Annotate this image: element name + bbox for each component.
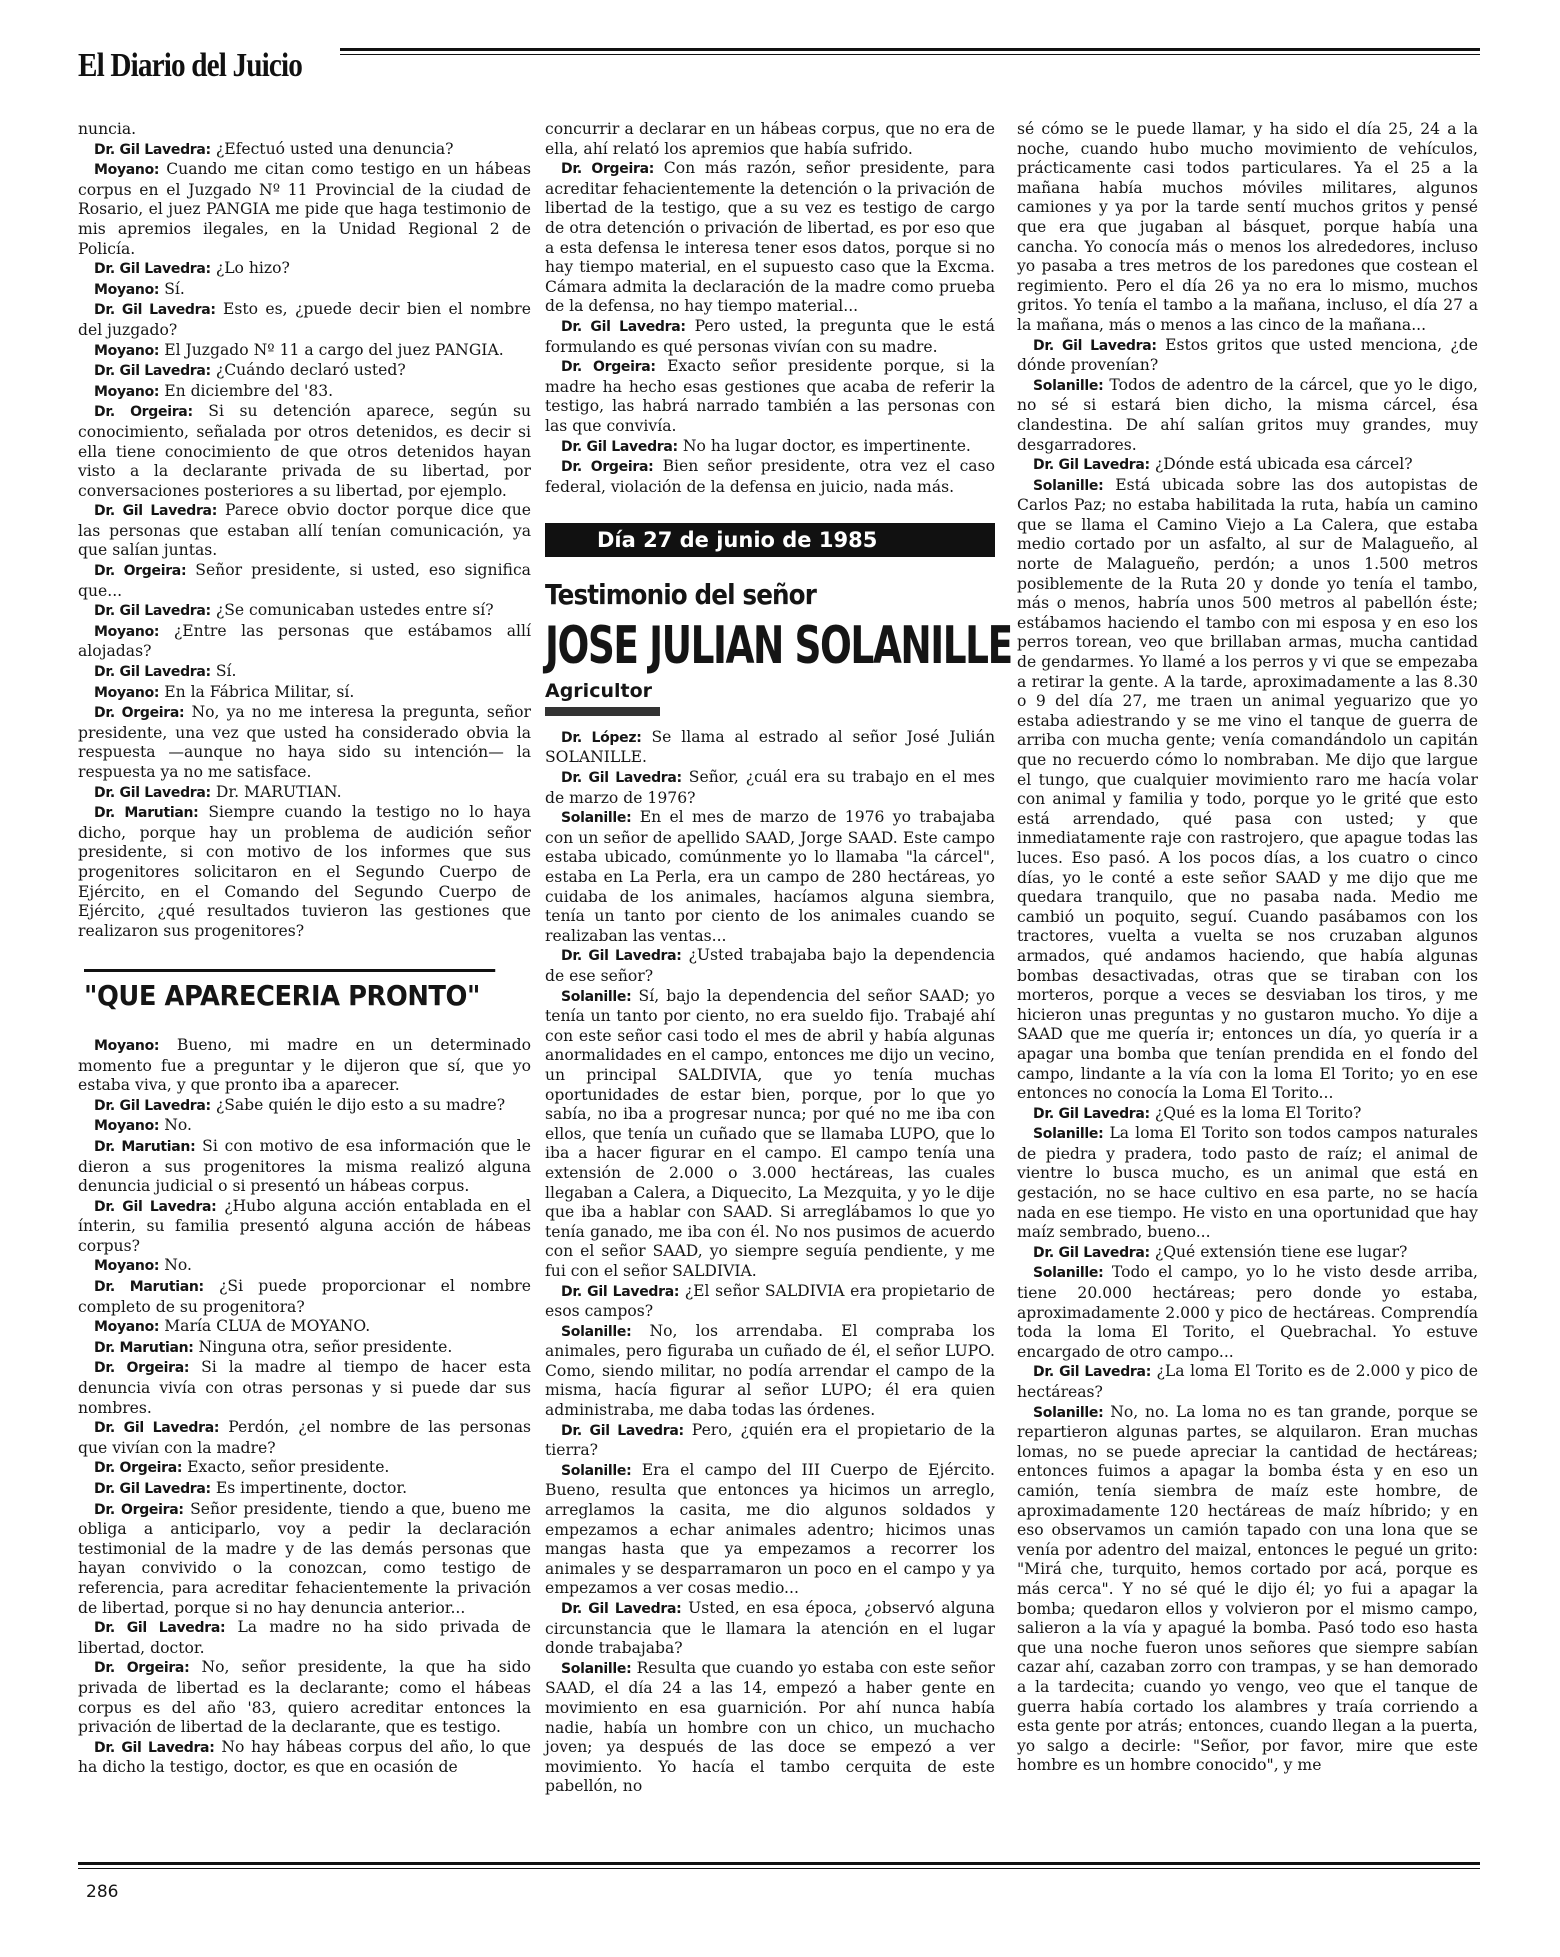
speaker-label: Dr. Gil Lavedra: — [94, 1620, 226, 1637]
footer-rule-thin — [78, 1868, 1480, 1869]
speaker-label: Solanille: — [561, 810, 632, 827]
column-1 — [78, 120, 531, 1778]
transcript-paragraph — [545, 1659, 995, 1797]
speech-text: ¿La loma El Torito es de 2.000 y pico de hectáreas? — [1017, 1362, 1478, 1401]
transcript-paragraph — [78, 1738, 531, 1778]
transcript-paragraph — [1017, 1124, 1478, 1243]
speech-text: Sí. — [215, 662, 237, 681]
speaker-label: Dr. Gil Lavedra: — [561, 438, 678, 455]
speaker-label: Dr. Gil Lavedra: — [1033, 1364, 1151, 1381]
speech-text: Parece obvio doctor porque dice que las personas que estaban allí tenían comunicación, ya que salían juntas. — [78, 501, 531, 560]
section-subhead: "QUE APARECERIA PRONTO" — [84, 969, 495, 1006]
speaker-label: Dr. Gil Lavedra: — [94, 1097, 211, 1114]
speaker-label: Dr. Orgeira: — [94, 1460, 183, 1477]
transcript-paragraph — [78, 1658, 531, 1737]
speaker-label: Dr. Orgeira: — [94, 705, 185, 722]
speaker-label: Dr. Gil Lavedra: — [94, 784, 211, 801]
speech-text: No, los arrendaba. El compraba los animales, pero figuraba un cuñado de él, el señor LUPO. Como, siendo militar, no podía arrendar el campo de la misma, hacía figurar al señor LUPO; él era quien administraba, me daba todas las órdenes. — [545, 1321, 995, 1420]
speech-text: ¿Se comunicaban ustedes entre sí? — [215, 601, 494, 620]
transcript-paragraph — [78, 361, 531, 382]
column-1-entries — [78, 120, 531, 941]
speech-text: No, ya no me interesa la pregunta, señor presidente, una vez que usted ha considerado obvia la respuesta —aunque no haya sido su intención— la respuesta ya no me satisface. — [78, 703, 531, 781]
speaker-label: Solanille: — [561, 988, 632, 1005]
speaker-label: Dr. Gil Lavedra: — [94, 141, 211, 158]
transcript-paragraph — [545, 808, 995, 946]
speech-text: Era el campo del III Cuerpo de Ejército. Bueno, resulta que entonces ya hicimos un arreglo, arreglamos la casita, me dio algunos soldados y empezamos a echar animales adentro; hicimos unas mangas hasta que ya empezamos a recorrer los animales y se desparramaron un poco en el campo y ya empezamos a ver cosas medio... — [545, 1460, 995, 1598]
transcript-paragraph — [78, 662, 531, 683]
transcript-paragraph — [545, 159, 995, 317]
speaker-label: Moyano: — [94, 162, 160, 179]
speech-text: Si su detención aparece, según su conocimiento, señalada por otros detenidos, es decir si ella tiene conocimiento de que otros detenidos hayan visto a la declarante privada de su libertad, por conversaciones posteriores a su libertad, por ejemplo. — [78, 402, 531, 500]
speech-text: Señor, ¿cuál era su trabajo en el mes de marzo de 1976? — [545, 768, 995, 807]
speaker-label: Solanille: — [1033, 1265, 1104, 1282]
speech-text: Si con motivo de esa información que le dieron a sus progenitores la misma realizó alguna denuncia judicial o si presentó un hábeas corpus. — [78, 1136, 532, 1196]
transcript-paragraph — [545, 1421, 995, 1461]
transcript-paragraph — [545, 728, 995, 768]
speaker-label: Dr. Gil Lavedra: — [94, 664, 211, 681]
speech-text: Pero usted, la pregunta que le está formulando es qué personas vivían con su madre. — [545, 316, 995, 356]
speaker-label: Dr. Gil Lavedra: — [561, 770, 682, 787]
speech-text: Sí. — [164, 279, 185, 298]
speech-text: En diciembre del '83. — [164, 381, 334, 400]
transcript-paragraph — [78, 561, 531, 601]
speaker-label: Dr. Gil Lavedra: — [1033, 1244, 1150, 1261]
speech-text: ¿Hubo alguna acción entablada en el ínterin, su familia presentó alguna acción de hábeas corpus? — [78, 1196, 531, 1255]
transcript-paragraph — [545, 357, 995, 436]
speaker-label: Dr. Orgeira: — [94, 1660, 190, 1677]
speech-text: El Juzgado Nº 11 a cargo del juez PANGIA. — [164, 340, 504, 359]
speech-text: sé cómo se le puede llamar, y ha sido el día 25, 24 a la noche, cuando hubo mucho movimiento de vehículos, prácticamente casi todos particulares. Ya el 25 a la mañana había muchos móviles militares, algunos camiones y ya por la tarde sentí muchos gritos y pensé que era que jugaban al básquet, porque había una cancha. Yo conocía más o menos los alrededores, incluso yo pasaba a tres metros de los paredones que costean el regimiento. Pero el día 26 ya no era lo mismo, muchos gritos. Yo tenía el tambo a la mañana, incluso, el día 27 a la mañana, más o menos a las cinco de la mañana... — [1017, 120, 1478, 334]
speaker-label: Dr. Gil Lavedra: — [94, 1739, 215, 1756]
speaker-label: Solanille: — [1033, 1404, 1104, 1421]
speech-text: Siempre cuando la testigo no lo haya dicho, porque hay un problema de audición señor presidente, si con motivo de los informes que sus progenitores solicitaron en el Segundo Cuerpo de Ejército, en el Comando del Segundo Cuerpo de Ejército, ¿qué resultados tuvieron las gestiones que realizaron sus progenitores? — [78, 803, 531, 940]
speaker-label: Moyano: — [94, 281, 160, 298]
speech-text: No hay hábeas corpus del año, lo que ha dicho la testigo, doctor, es que en ocasión de — [78, 1737, 531, 1777]
speech-text: ¿Qué es la loma El Torito? — [1154, 1103, 1362, 1122]
transcript-paragraph — [545, 1282, 995, 1322]
transcript-paragraph — [78, 160, 531, 259]
transcript-paragraph — [78, 601, 531, 622]
transcript-paragraph — [78, 382, 531, 403]
speaker-label: Moyano: — [94, 623, 160, 640]
speech-text: ¿Cuándo declaró usted? — [215, 361, 406, 380]
transcript-paragraph — [545, 1461, 995, 1599]
transcript-paragraph — [545, 120, 995, 159]
speaker-label: Dr. Marutian: — [94, 1339, 194, 1356]
speaker-label: Dr. Gil Lavedra: — [94, 1420, 220, 1437]
speaker-label: Solanille: — [1033, 377, 1104, 394]
speaker-label: Solanille: — [561, 1462, 632, 1479]
column-3 — [1017, 120, 1478, 1776]
transcript-paragraph — [78, 259, 531, 280]
transcript-paragraph — [78, 1116, 531, 1137]
masthead-rule — [340, 48, 1480, 51]
speaker-label: Dr. Orgeira: — [561, 459, 654, 476]
speaker-label: Dr. Gil Lavedra: — [561, 318, 686, 335]
column-1-entries-2 — [78, 1036, 531, 1778]
speech-text: En la Fábrica Militar, sí. — [164, 682, 355, 701]
speaker-label: Solanille: — [561, 1660, 632, 1677]
occupation-rule — [545, 707, 660, 716]
testimony-heading: Testimonio del señor — [545, 577, 817, 611]
speaker-label: Dr. Gil Lavedra: — [1033, 1105, 1150, 1122]
speaker-label: Dr. Orgeira: — [561, 161, 655, 178]
column-2-entries — [545, 120, 995, 497]
transcript-paragraph — [1017, 120, 1478, 336]
speech-text: No, no. La loma no es tan grande, porque se repartieron algunas partes, se alquilaron. Eran muchas lomas, no se puede apreciar la cantidad de hectáreas; entonces fuimos a apagar la bomba ésta y en eso un camión, tenía siembra de maíz este hombre, de aproximadamente 120 hectáreas de maíz híbrido; y en eso observamos un camión tapado con una lona que se venía por adentro del maizal, entonces le pegué un grito: "Mirá che, turquito, hemos cortado por acá, porque es más cerca". Y no sé qué le dijo él; yo fui a apagar la bomba; quedaron ellos y volvieron por el mismo campo, salieron a la vía y apagué la bomba. Pasó todo eso hasta que una noche fueron unos señores que siempre sabían cazar ahí, cazaban zorro con trampas, y se han demorado a la tardecita; cuando yo vengo, veo que el tanque de guerra había cortado los alambres y traía corriendo a esta gente por atrás; entonces, cuando llegan a la puerta, yo salgo a decirle: "Señor, por favor, mire que este hombre es un hombre conocido", y me — [1017, 1402, 1478, 1775]
transcript-paragraph — [78, 140, 531, 161]
speech-text: Bien señor presidente, otra vez el caso federal, violación de la defensa en juicio, nada más. — [545, 457, 995, 496]
transcript-paragraph — [78, 1479, 531, 1500]
speaker-label: Dr. Orgeira: — [94, 404, 193, 421]
speech-text: ¿Lo hizo? — [215, 259, 290, 278]
speech-text: No, señor presidente, la que ha sido privada de libertad es la declarante; como el hábeas corpus es del año '83, quiero acreditar entonces la privación de libertad de la declarante, que es testigo. — [78, 1658, 531, 1737]
speech-text: La madre no ha sido privada de libertad, doctor. — [78, 1618, 531, 1657]
speaker-label: Dr. Gil Lavedra: — [561, 1422, 684, 1439]
speech-text: ¿Qué extensión tiene ese lugar? — [1154, 1242, 1408, 1261]
speaker-label: Dr. Gil Lavedra: — [94, 261, 211, 278]
speaker-label: Dr. Orgeira: — [561, 359, 656, 376]
speech-text: concurrir a declarar en un hábeas corpus, que no era de ella, ahí relató los apremios que había sufrido. — [545, 120, 995, 158]
speech-text: Estos gritos que usted menciona, ¿de dónde provenían? — [1017, 335, 1478, 375]
page-number: 286 — [86, 1882, 119, 1902]
speaker-label: Moyano: — [94, 1258, 160, 1275]
transcript-paragraph — [1017, 1403, 1478, 1776]
speech-text: ¿Si puede proporcionar el nombre completo de su progenitora? — [78, 1277, 531, 1316]
transcript-paragraph — [78, 1618, 531, 1658]
transcript-paragraph — [545, 987, 995, 1282]
speech-text: Sí, bajo la dependencia del señor SAAD; yo tenía un tanto por ciento, no era sueldo fijo. Trabajé ahí con este señor casi todo el mes de abril y había algunas anormalidades en el campo, entonces me dijo un vecino, un principal SALDIVIA, que yo tenía muchas oportunidades de estar bien, porque, por lo que yo sabía, no iba a progresar nunca; por qué no me iba con ellos, que tenía un cuñado que se llamaba LUPO, que lo iba a hacer figurar en el campo. El campo tenía una extensión de 2.000 o 3.000 hectáreas, las cuales llegaban a Calera, a Diquecito, La Mezquita, y yo le dije que iba a hablar con SAAD. Si arreglábamos lo que yo tenía ganado, me iba con él. No nos pusimos de acuerdo con el señor SAAD, yo siempre seguía pendiente, y me fui con el señor SALDIVIA. — [545, 986, 995, 1280]
column-3-entries — [1017, 120, 1478, 1776]
transcript-paragraph — [78, 1256, 531, 1277]
transcript-paragraph — [78, 1418, 531, 1458]
transcript-paragraph — [78, 1137, 531, 1197]
transcript-paragraph — [1017, 376, 1478, 455]
speech-text: Esto es, ¿puede decir bien el nombre del juzgado? — [78, 300, 531, 339]
speech-text: ¿Usted trabajaba bajo la dependencia de ese señor? — [545, 946, 995, 985]
transcript-paragraph — [78, 783, 531, 804]
speech-text: Perdón, ¿el nombre de las personas que vivían con la madre? — [78, 1418, 531, 1457]
date-banner: Día 27 de junio de 1985 — [545, 523, 995, 557]
transcript-paragraph — [78, 1197, 531, 1257]
footer-rule — [78, 1862, 1480, 1865]
speaker-label: Dr. Gil Lavedra: — [94, 302, 216, 319]
speaker-label: Moyano: — [94, 1118, 160, 1135]
transcript-paragraph — [78, 1036, 531, 1096]
speech-text: Exacto señor presidente porque, si la madre ha hecho esas gestiones que acaba de referir la testigo, las habrá narrado también a las personas con las que convivía. — [545, 357, 995, 435]
speaker-label: Dr. Orgeira: — [94, 1501, 184, 1518]
transcript-paragraph — [78, 1338, 531, 1359]
transcript-paragraph — [78, 341, 531, 362]
transcript-paragraph — [545, 946, 995, 986]
speaker-label: Solanille: — [1033, 477, 1104, 494]
transcript-paragraph — [78, 1458, 531, 1479]
speech-text: nuncia. — [78, 120, 137, 138]
transcript-paragraph — [78, 402, 531, 501]
transcript-paragraph — [545, 1322, 995, 1421]
transcript-paragraph — [1017, 1243, 1478, 1264]
speech-text: Pero, ¿quién era el propietario de la tierra? — [545, 1420, 995, 1460]
transcript-paragraph — [78, 703, 531, 782]
speech-text: No. — [164, 1256, 192, 1275]
speech-text: ¿Entre las personas que estábamos allí alojadas? — [78, 621, 531, 661]
speech-text: Si la madre al tiempo de hacer esta denuncia vivía con otras personas y si puede dar sus nombres. — [78, 1358, 531, 1417]
speech-text: No ha lugar doctor, es impertinente. — [682, 436, 971, 455]
speaker-label: Dr. Gil Lavedra: — [94, 503, 217, 520]
witness-name: JOSE JULIAN SOLANILLE — [545, 615, 1012, 676]
transcript-paragraph — [78, 501, 531, 561]
transcript-paragraph — [78, 622, 531, 662]
speaker-label: Moyano: — [94, 383, 160, 400]
speaker-label: Dr. Marutian: — [94, 1138, 196, 1155]
speech-text: Dr. MARUTIAN. — [215, 782, 342, 801]
column-2 — [545, 120, 1012, 1797]
speaker-label: Moyano: — [94, 1319, 160, 1336]
transcript-paragraph — [1017, 1362, 1478, 1402]
transcript-paragraph — [545, 1599, 995, 1659]
speaker-label: Moyano: — [94, 342, 160, 359]
transcript-paragraph — [1017, 1104, 1478, 1125]
transcript-paragraph — [545, 437, 995, 458]
transcript-paragraph — [1017, 476, 1478, 1104]
transcript-paragraph — [78, 1500, 531, 1619]
transcript-paragraph — [1017, 1263, 1478, 1362]
speaker-label: Dr. Orgeira: — [94, 1360, 190, 1377]
speech-text: Ninguna otra, señor presidente. — [198, 1337, 453, 1356]
speech-text: Señor presidente, tiendo a que, bueno me obliga a anticiparlo, voy a pedir la declaración testimonial de la madre y de las demás personas que hayan convivido o la conozcan, como testigo de referencia, para acreditar fehacientemente la privación de libertad, porque si no hay denuncia anterior... — [78, 1499, 531, 1617]
masthead — [78, 42, 1480, 90]
speech-text: María CLUA de MOYANO. — [164, 1317, 371, 1336]
speech-text: Resulta que cuando yo estaba con este señor SAAD, el día 24 a las 14, empezó a haber gente en movimiento en esa guarnición. Por ahí nunca había nadie, había un hombre con un chico, un muchacho joven; ya después de las doce se empezó a ver movimiento. Yo hacía el tambo cerquita de este pabellón, no — [545, 1658, 995, 1796]
speaker-label: Dr. López: — [561, 729, 642, 746]
speech-text: Se llama al estrado al señor José Julián SOLANILLE. — [545, 727, 995, 767]
transcript-paragraph — [545, 317, 995, 357]
speech-text: La loma El Torito son todos campos naturales de piedra y pradera, todo pasto de raíz; el animal de vientre lo busca mucho, es un animal que está en gestación, no se hace cultivo en esa parte, no se hacía nada en ese tiempo. He visto en una oportunidad que hay maíz sembrado, bueno... — [1017, 1124, 1478, 1242]
speaker-label: Moyano: — [94, 684, 160, 701]
transcript-paragraph — [78, 1096, 531, 1117]
speech-text: Bueno, mi madre en un determinado momento fue a preguntar y le dijeron que sí, que yo estaba viva, y que pronto iba a aparecer. — [78, 1035, 531, 1095]
speaker-label: Dr. Gil Lavedra: — [94, 1198, 217, 1215]
speaker-label: Dr. Gil Lavedra: — [1033, 457, 1150, 474]
transcript-paragraph — [78, 803, 531, 941]
speaker-label: Dr. Marutian: — [94, 805, 199, 822]
speaker-label: Solanille: — [1033, 1126, 1104, 1143]
transcript-paragraph — [78, 1358, 531, 1418]
transcript-paragraph — [1017, 336, 1478, 376]
speaker-label: Dr. Gil Lavedra: — [1033, 337, 1157, 354]
speech-text: Cuando me citan como testigo en un hábeas corpus en el Juzgado Nº 11 Provincial de la ciudad de Rosario, el juez PANGIA me pide que haga testimonio de mis apremios ilegales, en la Unidad Regional 2 de Policía. — [78, 160, 531, 258]
speech-text: ¿Sabe quién le dijo esto a su madre? — [215, 1095, 506, 1114]
speaker-label: Dr. Gil Lavedra: — [561, 1601, 682, 1617]
transcript-paragraph — [78, 300, 531, 340]
speaker-label: Dr. Gil Lavedra: — [561, 1283, 680, 1300]
speech-text: Usted, en esa época, ¿observó alguna circunstancia que le llamara la atención en el lugar donde trabajaba? — [545, 1599, 995, 1658]
speaker-label: Dr. Gil Lavedra: — [94, 363, 211, 380]
transcript-paragraph — [545, 457, 995, 497]
speech-text: En el mes de marzo de 1976 yo trabajaba con un señor de apellido SAAD, Jorge SAAD. Este campo estaba ubicado, comúnmente yo lo llamaba "la cárcel", estaba en La Perla, era un campo de 280 hectáreas, yo cuidaba de los animales, hacíamos alguna siembra, tenía un tanto por ciento de los animales cuando se realizaban las ventas... — [545, 808, 995, 945]
speech-text: Es impertinente, doctor. — [215, 1479, 408, 1497]
speaker-label: Dr. Marutian: — [94, 1279, 204, 1296]
speech-text: ¿Efectuó usted una denuncia? — [215, 139, 454, 158]
speaker-label: Dr. Gil Lavedra: — [561, 948, 682, 965]
speech-text: No. — [164, 1116, 192, 1135]
speaker-label: Dr. Gil Lavedra: — [94, 603, 211, 620]
transcript-paragraph — [78, 120, 531, 140]
speech-text: Con más razón, señor presidente, para acreditar fehacientemente la detención o la privación de libertad de la testigo, que a su vez es testigo de cargo de otra detención o privación de libertad, es por eso que a esta defensa le interesa tener esos datos, porque si no hay tiempo material, en el supuesto caso que la Excma. Cámara admita la declaración de la madre como prueba de la defensa, no hay tiempo material... — [545, 159, 995, 316]
speaker-label: Dr. Orgeira: — [94, 563, 187, 580]
speaker-label: Solanille: — [561, 1323, 632, 1340]
witness-occupation: Agricultor — [545, 679, 652, 702]
column-2-entries-2 — [545, 728, 995, 1797]
transcript-paragraph — [78, 1277, 531, 1317]
masthead-rule-thin — [340, 54, 1480, 55]
speech-text: Señor presidente, si usted, eso significa que... — [78, 561, 531, 600]
speech-text: ¿El señor SALDIVIA era propietario de esos campos? — [545, 1281, 995, 1321]
transcript-paragraph — [545, 768, 995, 808]
speech-text: Todos de adentro de la cárcel, que yo le digo, no sé si estará bien dicho, la misma cárcel, ésa clandestina. De ahí salían gritos muy grandes, muy desgarradores. — [1017, 375, 1478, 454]
masthead-title: El Diario del Juicio — [78, 47, 303, 84]
transcript-paragraph — [78, 280, 531, 301]
speaker-label: Dr. Gil Lavedra: — [94, 1481, 211, 1497]
speech-text: Todo el campo, yo lo he visto desde arriba, tiene 20.000 hectáreas; pero donde yo estaba, aproximadamente 2.000 y pico de hectáreas. Comprendía toda la loma El Torito, el Quebrachal. Yo estuve encargado de otro campo... — [1017, 1263, 1478, 1361]
transcript-paragraph — [78, 683, 531, 704]
transcript-paragraph — [78, 1317, 531, 1338]
transcript-paragraph — [1017, 455, 1478, 476]
speech-text: Está ubicada sobre las dos autopistas de Carlos Paz; no estaba habilitada la ruta, había un camino que se llama el Camino Viejo a La Calera, que estaba medio cortado por un asfalto, al sur de Malagueño, al norte de Malagueño, perdón; a unos 1.500 metros posiblemente de la Ruta 20 y donde yo tenía el tambo, más o menos, habría unos 500 metros al pabellón éste; estábamos haciendo el tambo con mi esposa y en eso los perros torean, veo que brillaban armas, mucha cantidad de gendarmes. Yo llamé a los perros y vi que se empezaba a retirar la gente. A la tarde, aproximadamente a las 8.30 o 9 del día 27, me traen un animal yeguarizo que yo estaba adiestrando y se me vino el tanque de guerra de arriba con mucha gente; venía comandándolo un capitán que no recuerdo cómo lo nombraban. Me dijo que largue el tungo, que cualquier movimiento raro me hacía volar con animal y familia y todo, porque yo le grité que esto está arrendado, qué pasa con usted; y que inmediatamente raje con rastrojero, que apague todas las luces. Eso pasó. A los pocos días, a los cuatro o cinco días, yo le conté a este señor SAAD y me dijo que me quedara tranquilo, que no pasaba nada. Medio me cambió un poquito, seguí. Cuando pasábamos con los tractores, vuelta a vuelta se nos cruzaban algunos armados, qué andamos haciendo, que había algunas bombas desactivadas, otras que se tiraban con los morteros, porque a veces se desviaban los tiros, y me hicieron unas preguntas y no gustaron mucho. Yo dije a SAAD que me quería ir; entonces un día, yo quería ir a apagar una bomba que tenían prendida en el fondo del campo, lindante a la vía con la loma El Torito; yo en ese entonces no conocía la Loma El Torito... — [1017, 475, 1478, 1103]
speech-text: Exacto, señor presidente. — [187, 1458, 390, 1477]
speaker-label: Moyano: — [94, 1037, 160, 1054]
speech-text: ¿Dónde está ubicada esa cárcel? — [1154, 455, 1413, 474]
